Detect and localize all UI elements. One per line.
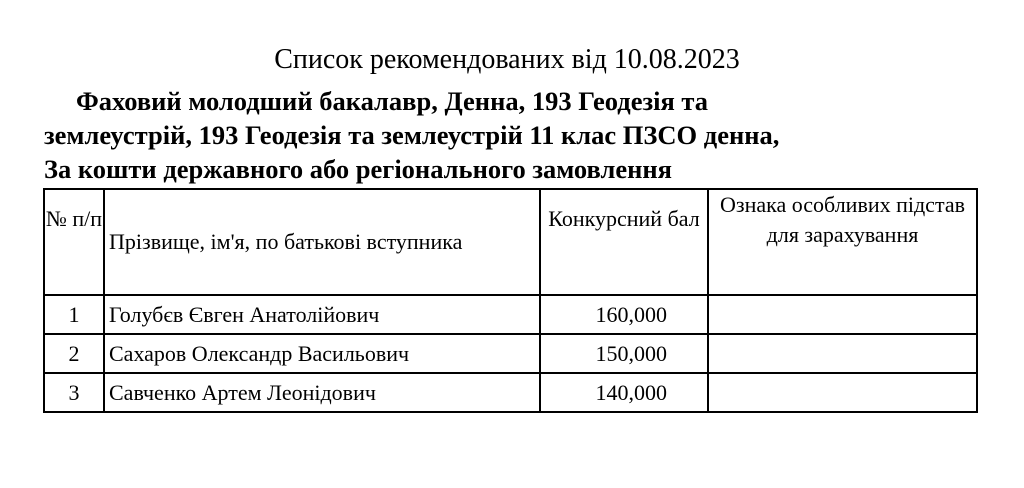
column-header-basis — [708, 189, 977, 295]
competitive-score: 150,000 — [540, 334, 708, 373]
table-row — [44, 373, 977, 412]
table-row — [44, 334, 977, 373]
column-header-score — [540, 189, 708, 295]
column-header-number — [44, 189, 104, 295]
row-number: 3 — [44, 373, 104, 412]
applicant-name: Савченко Артем Леонідович — [104, 373, 540, 412]
column-header-score-label: Конкурсний бал — [548, 206, 700, 231]
column-header-number-label: № п/п — [45, 206, 103, 231]
table-row — [44, 295, 977, 334]
applicant-name: Голубєв Євген Анатолійович — [104, 295, 540, 334]
column-header-basis-label: Ознака особливих підстав для зарахування — [720, 192, 965, 247]
special-basis — [708, 295, 977, 334]
special-basis — [708, 373, 977, 412]
competitive-score: 140,000 — [540, 373, 708, 412]
column-header-name — [104, 189, 540, 295]
recommended-list-table — [43, 188, 978, 413]
applicant-name: Сахаров Олександр Васильович — [104, 334, 540, 373]
program-heading-line-1: Фаховий молодший бакалавр, Денна, 193 Геодезія та — [76, 86, 709, 116]
competitive-score: 160,000 — [540, 295, 708, 334]
row-number: 1 — [44, 295, 104, 334]
table-header-row — [44, 189, 977, 295]
special-basis — [708, 334, 977, 373]
row-number: 2 — [44, 334, 104, 373]
program-heading-line-2: землеустрій, 193 Геодезія та землеустрій 11 клас ПЗСО денна, — [44, 120, 780, 150]
program-heading-line-3: За кошти державного або регіонального замовлення — [44, 154, 672, 184]
document-title: Список рекомендованих від 10.08.2023 — [274, 44, 740, 75]
column-header-name-label: Прізвище, ім'я, по батькові вступника — [109, 229, 463, 254]
